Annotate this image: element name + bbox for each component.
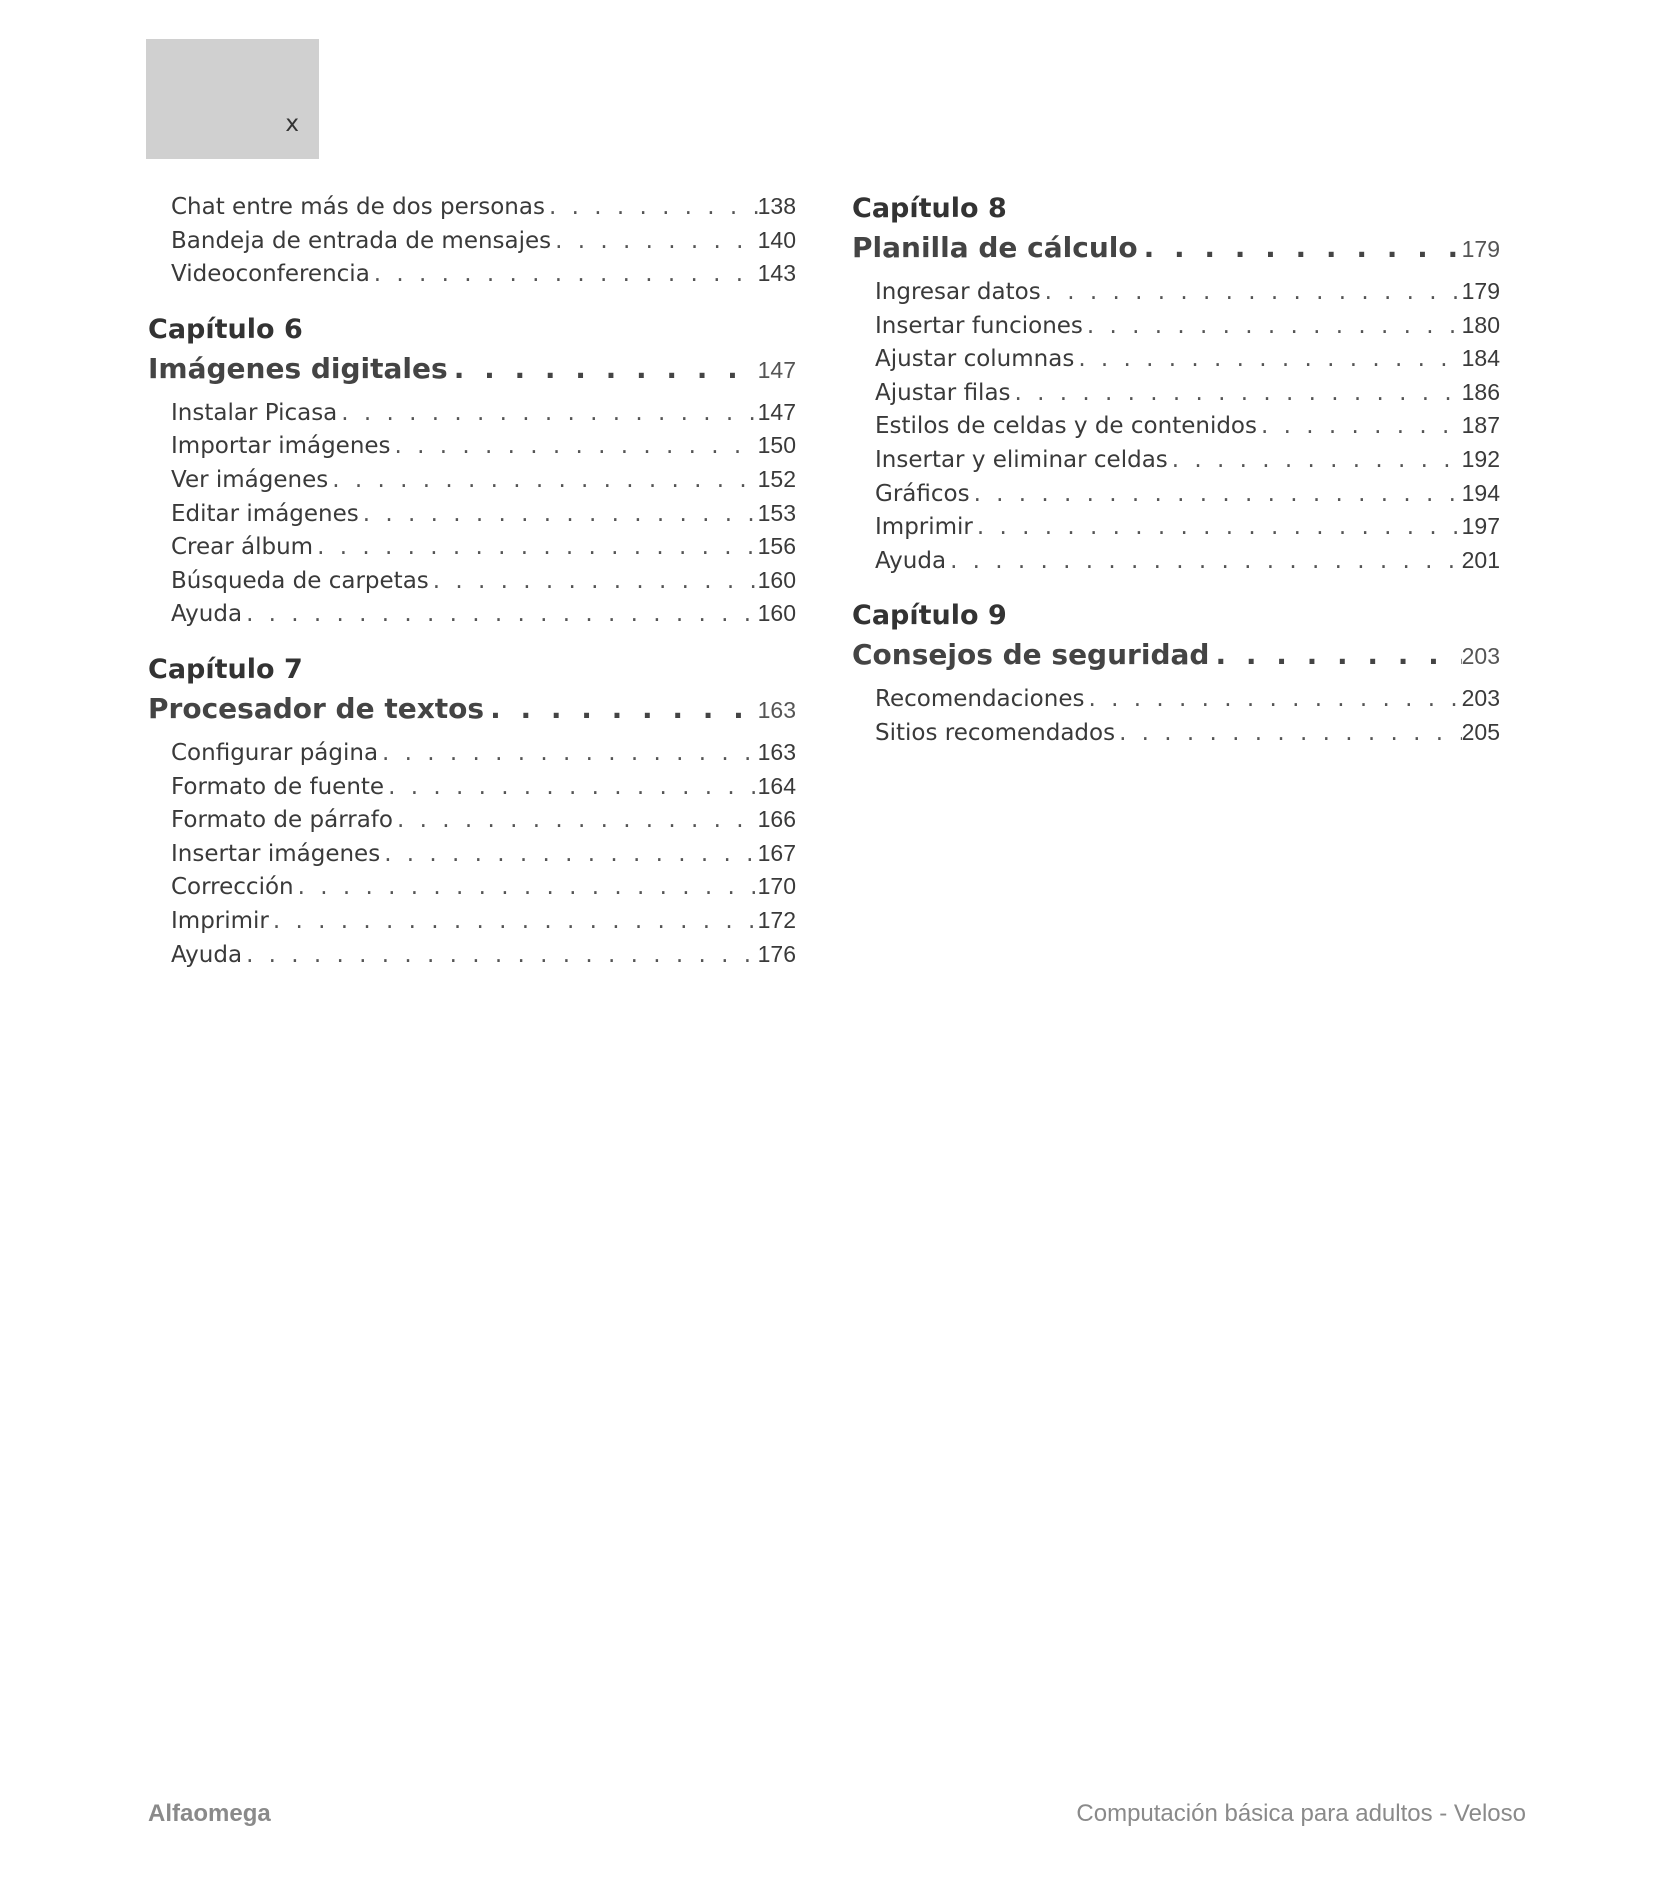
- toc-entry-title: Imprimir: [875, 514, 973, 541]
- toc-entry[interactable]: [148, 870, 796, 904]
- chapter-7-block: [148, 651, 796, 971]
- toc-entry-title: Gráficos: [875, 480, 970, 507]
- dot-leader: [1041, 276, 1462, 309]
- toc-entry-page: 179: [1461, 278, 1500, 304]
- toc-entry-title: Ingresar datos: [875, 279, 1041, 305]
- dot-leader: [1083, 310, 1462, 343]
- dot-leader: [551, 225, 757, 258]
- toc-entry-title: Ayuda: [875, 547, 947, 574]
- chapter-title-entry[interactable]: [148, 349, 796, 389]
- chapter-page: 163: [757, 696, 796, 723]
- toc-entry-title: Bandeja de entrada de mensajes: [171, 227, 552, 254]
- dot-leader: [1011, 377, 1462, 410]
- toc-entry[interactable]: [148, 429, 796, 463]
- toc-entry-title: Ayuda: [171, 941, 243, 968]
- toc-entry[interactable]: [852, 309, 1500, 343]
- dot-leader: [448, 349, 758, 389]
- dot-leader: [970, 478, 1462, 511]
- toc-entry-page: 170: [757, 873, 796, 900]
- dot-leader: [313, 531, 758, 564]
- toc-entry[interactable]: [852, 510, 1500, 544]
- dot-leader: [484, 689, 758, 729]
- toc-entry[interactable]: [148, 190, 796, 224]
- dot-leader: [269, 905, 758, 938]
- toc-entry[interactable]: [148, 530, 796, 564]
- dot-leader: [1084, 683, 1461, 716]
- toc-entry-page: 164: [757, 772, 796, 799]
- toc-entry-title: Importar imágenes: [171, 433, 391, 460]
- chapter-title-entry[interactable]: [148, 689, 796, 729]
- dot-leader: [393, 804, 758, 837]
- toc-entry-page: 160: [757, 566, 796, 593]
- chapter-title: Procesador de textos: [148, 691, 485, 725]
- toc-entry[interactable]: [852, 376, 1500, 410]
- chapter-page: 147: [757, 356, 796, 383]
- toc-right-column: [852, 190, 1500, 750]
- toc-entry-title: Insertar funciones: [875, 312, 1083, 339]
- toc-entry[interactable]: [852, 544, 1500, 578]
- dot-leader: [1115, 717, 1462, 750]
- dot-leader: [391, 430, 758, 463]
- toc-entry-title: Ajustar columnas: [875, 346, 1075, 373]
- chapter-title-entry[interactable]: [852, 635, 1500, 675]
- toc-entry[interactable]: [148, 564, 796, 598]
- toc-entry-page: 187: [1461, 412, 1500, 439]
- toc-entry-page: 186: [1461, 378, 1500, 405]
- toc-entry-title: Insertar imágenes: [171, 840, 381, 867]
- toc-entry-title: Formato de párrafo: [171, 807, 393, 834]
- dot-leader: [294, 871, 758, 904]
- toc-entry-page: 192: [1461, 445, 1500, 472]
- toc-entry-title: Ayuda: [171, 601, 243, 628]
- chapter-8-block: [852, 190, 1500, 577]
- toc-entry[interactable]: [148, 770, 796, 804]
- chapter-title: Imágenes digitales: [148, 351, 448, 385]
- chapter-title: Planilla de cálculo: [852, 231, 1138, 264]
- toc-entry-page: 194: [1461, 479, 1500, 506]
- toc-entry-title: Formato de fuente: [171, 773, 385, 800]
- dot-leader: [380, 838, 757, 871]
- dot-leader: [370, 258, 758, 291]
- toc-entry[interactable]: [148, 904, 796, 938]
- dot-leader: [545, 191, 758, 224]
- toc-entry-title: Videoconferencia: [171, 261, 370, 288]
- dot-leader: [1209, 635, 1461, 675]
- toc-entry-title: Imprimir: [171, 907, 269, 934]
- toc-entry[interactable]: [852, 682, 1500, 716]
- toc-entry-page: 172: [757, 906, 796, 933]
- toc-entry-page: 184: [1461, 345, 1500, 372]
- toc-entry[interactable]: [852, 275, 1500, 309]
- toc-entry-title: Editar imágenes: [171, 500, 359, 527]
- toc-entry-page: 201: [1461, 546, 1500, 573]
- toc-entry-page: 153: [757, 499, 796, 526]
- toc-entry[interactable]: [852, 443, 1500, 477]
- toc-entry-title: Recomendaciones: [875, 686, 1085, 713]
- toc-entry[interactable]: [148, 736, 796, 770]
- toc-entry-title: Corrección: [171, 874, 294, 901]
- toc-entry[interactable]: [852, 477, 1500, 511]
- toc-entry-title: Búsqueda de carpetas: [171, 567, 429, 594]
- chapter-page: 179: [1461, 236, 1500, 262]
- chapter-title: Consejos de seguridad: [852, 638, 1210, 672]
- toc-entry-page: 160: [757, 600, 796, 627]
- toc-entry-title: Configurar página: [171, 739, 379, 766]
- chapter-title-entry[interactable]: [852, 228, 1500, 268]
- footer-book-title: Computación básica para adultos - Veloso: [1076, 1800, 1526, 1827]
- toc-entry-page: 152: [757, 465, 796, 492]
- toc-entry[interactable]: [148, 938, 796, 972]
- toc-entry[interactable]: [148, 597, 796, 631]
- dot-leader: [1168, 444, 1462, 477]
- toc-entry[interactable]: [148, 837, 796, 871]
- toc-entry[interactable]: [148, 803, 796, 837]
- dot-leader: [1138, 228, 1462, 268]
- dot-leader: [429, 565, 758, 598]
- toc-entry[interactable]: [148, 396, 796, 430]
- chapter-label: Capítulo 9: [852, 600, 1007, 632]
- toc-entry-page: 140: [757, 226, 796, 253]
- toc-entry-title: Ajustar filas: [875, 379, 1011, 406]
- toc-entry-title: Ver imágenes: [171, 466, 329, 493]
- toc-entry-title: Insertar y eliminar celdas: [875, 446, 1168, 473]
- toc-entry-page: 203: [1461, 685, 1500, 712]
- toc-entry[interactable]: [148, 257, 796, 291]
- toc-entry[interactable]: [148, 224, 796, 258]
- toc-entry-title: Instalar Picasa: [171, 399, 338, 426]
- toc-entry-page: 150: [757, 432, 796, 459]
- dot-leader: [337, 397, 757, 430]
- footer-publisher: Alfaomega: [148, 1800, 271, 1827]
- dot-leader: [946, 545, 1462, 578]
- toc-entry-page: 156: [757, 533, 796, 560]
- chapter-9-block: [852, 597, 1500, 749]
- toc-entry-page: 197: [1461, 513, 1500, 540]
- toc-entry[interactable]: [852, 342, 1500, 376]
- toc-entry-page: 176: [757, 940, 796, 967]
- toc-entry-title: Chat entre más de dos personas: [171, 194, 545, 220]
- toc-entry-title: Crear álbum: [171, 534, 314, 561]
- toc-entry[interactable]: [852, 716, 1500, 750]
- toc-entry-title: Sitios recomendados: [875, 719, 1116, 746]
- toc-entry-page: 163: [757, 738, 796, 765]
- dot-leader: [384, 771, 758, 804]
- chapter-label: Capítulo 6: [148, 313, 303, 345]
- dot-leader: [242, 598, 758, 631]
- dot-leader: [242, 939, 758, 972]
- chapter-page: 203: [1461, 643, 1500, 670]
- toc-entry-page: 143: [757, 260, 796, 287]
- toc-left-column: [148, 190, 796, 971]
- toc-entry[interactable]: [148, 463, 796, 497]
- dot-leader: [1074, 343, 1461, 376]
- dot-leader: [378, 737, 758, 770]
- page-number-tab: [146, 39, 319, 159]
- chapter-6-block: [148, 311, 796, 631]
- chapter-label: Capítulo 7: [148, 653, 303, 685]
- toc-entry-page: 205: [1461, 718, 1500, 745]
- dot-leader: [328, 464, 757, 497]
- toc-entry-page: 138: [757, 193, 796, 219]
- dot-leader: [973, 511, 1462, 544]
- dot-leader: [359, 498, 758, 531]
- chapter-label: Capítulo 8: [852, 193, 1007, 224]
- toc-entry[interactable]: [852, 409, 1500, 443]
- toc-entry-page: 180: [1461, 311, 1500, 338]
- toc-entry-title: Estilos de celdas y de contenidos: [875, 413, 1257, 440]
- page-number: x: [285, 111, 299, 137]
- toc-entry-page: 147: [757, 398, 796, 425]
- toc-entry-page: 166: [757, 806, 796, 833]
- dot-leader: [1257, 410, 1462, 443]
- toc-entry[interactable]: [148, 497, 796, 531]
- toc-entry-page: 167: [757, 839, 796, 866]
